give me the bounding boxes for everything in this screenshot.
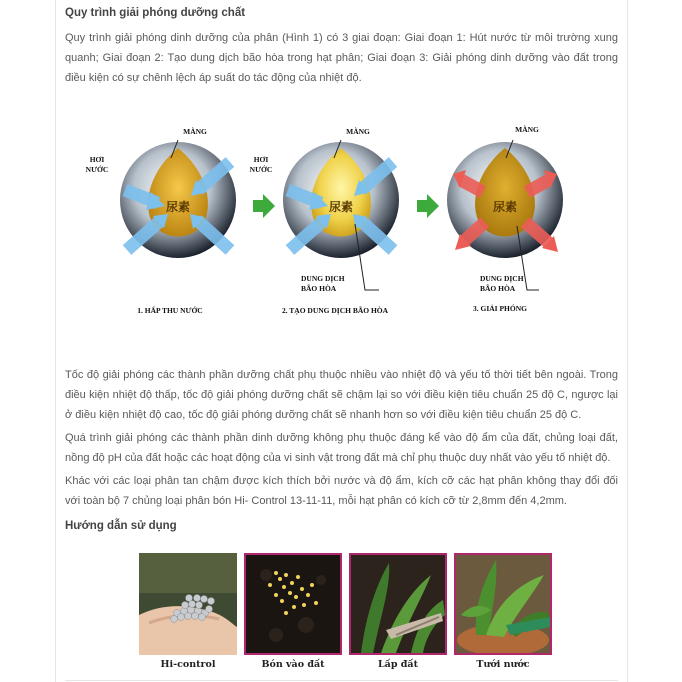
stage-2-solution-label-line1: DUNG DỊCH (301, 274, 345, 283)
photo-apply-to-soil (244, 553, 342, 655)
stage-3-caption: 3. GIẢI PHÓNG (473, 304, 527, 313)
stage-2-vapor-label-line2: NƯỚC (249, 165, 273, 174)
bottom-divider (65, 680, 618, 681)
photo-caption-apply-to-soil: Bón vào đất (261, 659, 325, 670)
photo-caption-hi-control: Hi-control (160, 659, 216, 670)
release-process-diagram (65, 110, 618, 330)
photo-caption-watering: Tưới nước (476, 659, 530, 670)
photo-caption-cover-soil: Lấp đất (378, 659, 418, 670)
left-border (55, 0, 56, 682)
stage-3-solution-label-line1: DUNG DỊCH (480, 274, 524, 283)
temperature-paragraph: Tốc độ giải phóng các thành phần dưỡng chất phụ thuộc nhiều vào nhiệt độ và yếu tố thời tiết bên ngoài. Trong điều kiện nhiệt độ thấp, tốc độ giải phóng dưỡng chất sẽ chậm lại so với điều kiện tiêu chuẩn 25 độ C, ngược lại ở điều kiện nhiệt độ cao, tốc độ giải phóng dưỡng chất sẽ nhanh hơn so với điều kiện tiêu chuẩn 25 độ C. (65, 369, 618, 421)
stage-2-caption: 2. TẠO DUNG DỊCH BÃO HÒA (281, 306, 389, 315)
photo-cover-soil (349, 553, 447, 655)
stage-1-vapor-label-line2: NƯỚC (85, 165, 109, 174)
stage-3-solution-label-line2: BÃO HÒA (480, 284, 516, 293)
step-arrow-2-to-3 (417, 194, 439, 218)
stage-2-vapor-label-line1: HƠI (253, 155, 269, 164)
stage-2-membrane-label: MÀNG (346, 127, 370, 136)
stage-1-granule (120, 142, 236, 258)
diagram-svg (65, 110, 618, 330)
granule-size-paragraph: Khác với các loại phân tan chậm được kích thích bởi nước và độ ẩm, kích cỡ các hạt phân không thay đổi đối với toàn bộ 7 chủng loại phân bón Hi- Control 13-11-11, mỗi hạt phân có kích cỡ từ 2,8mm đến 4,2mm. (65, 475, 618, 507)
right-border (627, 0, 628, 682)
stage-1-core-label: 尿素 (165, 200, 191, 214)
step-arrow-1-to-2 (253, 194, 275, 218)
stage-3-core-label: 尿素 (492, 200, 518, 214)
photo-hi-control (139, 553, 237, 655)
stage-2-solution-label-line2: BÃO HÒA (301, 284, 337, 293)
stage-1-caption: 1. HẤP THU NƯỚC (137, 306, 203, 315)
section-heading-usage: Hướng dẫn sử dụng (65, 520, 177, 532)
intro-paragraph: Quy trình giải phóng dinh dưỡng của phân (Hình 1) có 3 giai đoạn: Giai đoạn 1: Hút nước từ môi trường xung quanh; Giai đoạn 2: Tạo dung dịch bão hòa trong hạt phân; Giai đoạn 3: Giải phóng dinh dưỡng vào đất trong điều kiện có sự chênh lệch áp suất do tác động của nhiệt độ. (65, 32, 618, 84)
photo-watering (454, 553, 552, 655)
stage-1-vapor-label-line1: HƠI (89, 155, 105, 164)
stage-1-membrane-label: MÀNG (183, 127, 207, 136)
stage-2-granule (283, 142, 399, 258)
usage-photo-strip (139, 553, 549, 673)
stage-3-membrane-label: MÀNG (515, 125, 539, 134)
stage-3-granule (447, 142, 563, 258)
stage-2-core-label: 尿素 (328, 200, 354, 214)
independence-paragraph: Quá trình giải phóng các thành phần dinh dưỡng không phụ thuộc đáng kể vào độ ẩm của đất, chủng loại đất, nồng độ pH của đất hoặc các hoạt động của vi sinh vật trong đất mà chỉ phụ thuộc duy nhất vào yếu tố nhiệt độ. (65, 432, 618, 464)
section-heading-release-process: Quy trình giải phóng dưỡng chất (65, 7, 246, 19)
